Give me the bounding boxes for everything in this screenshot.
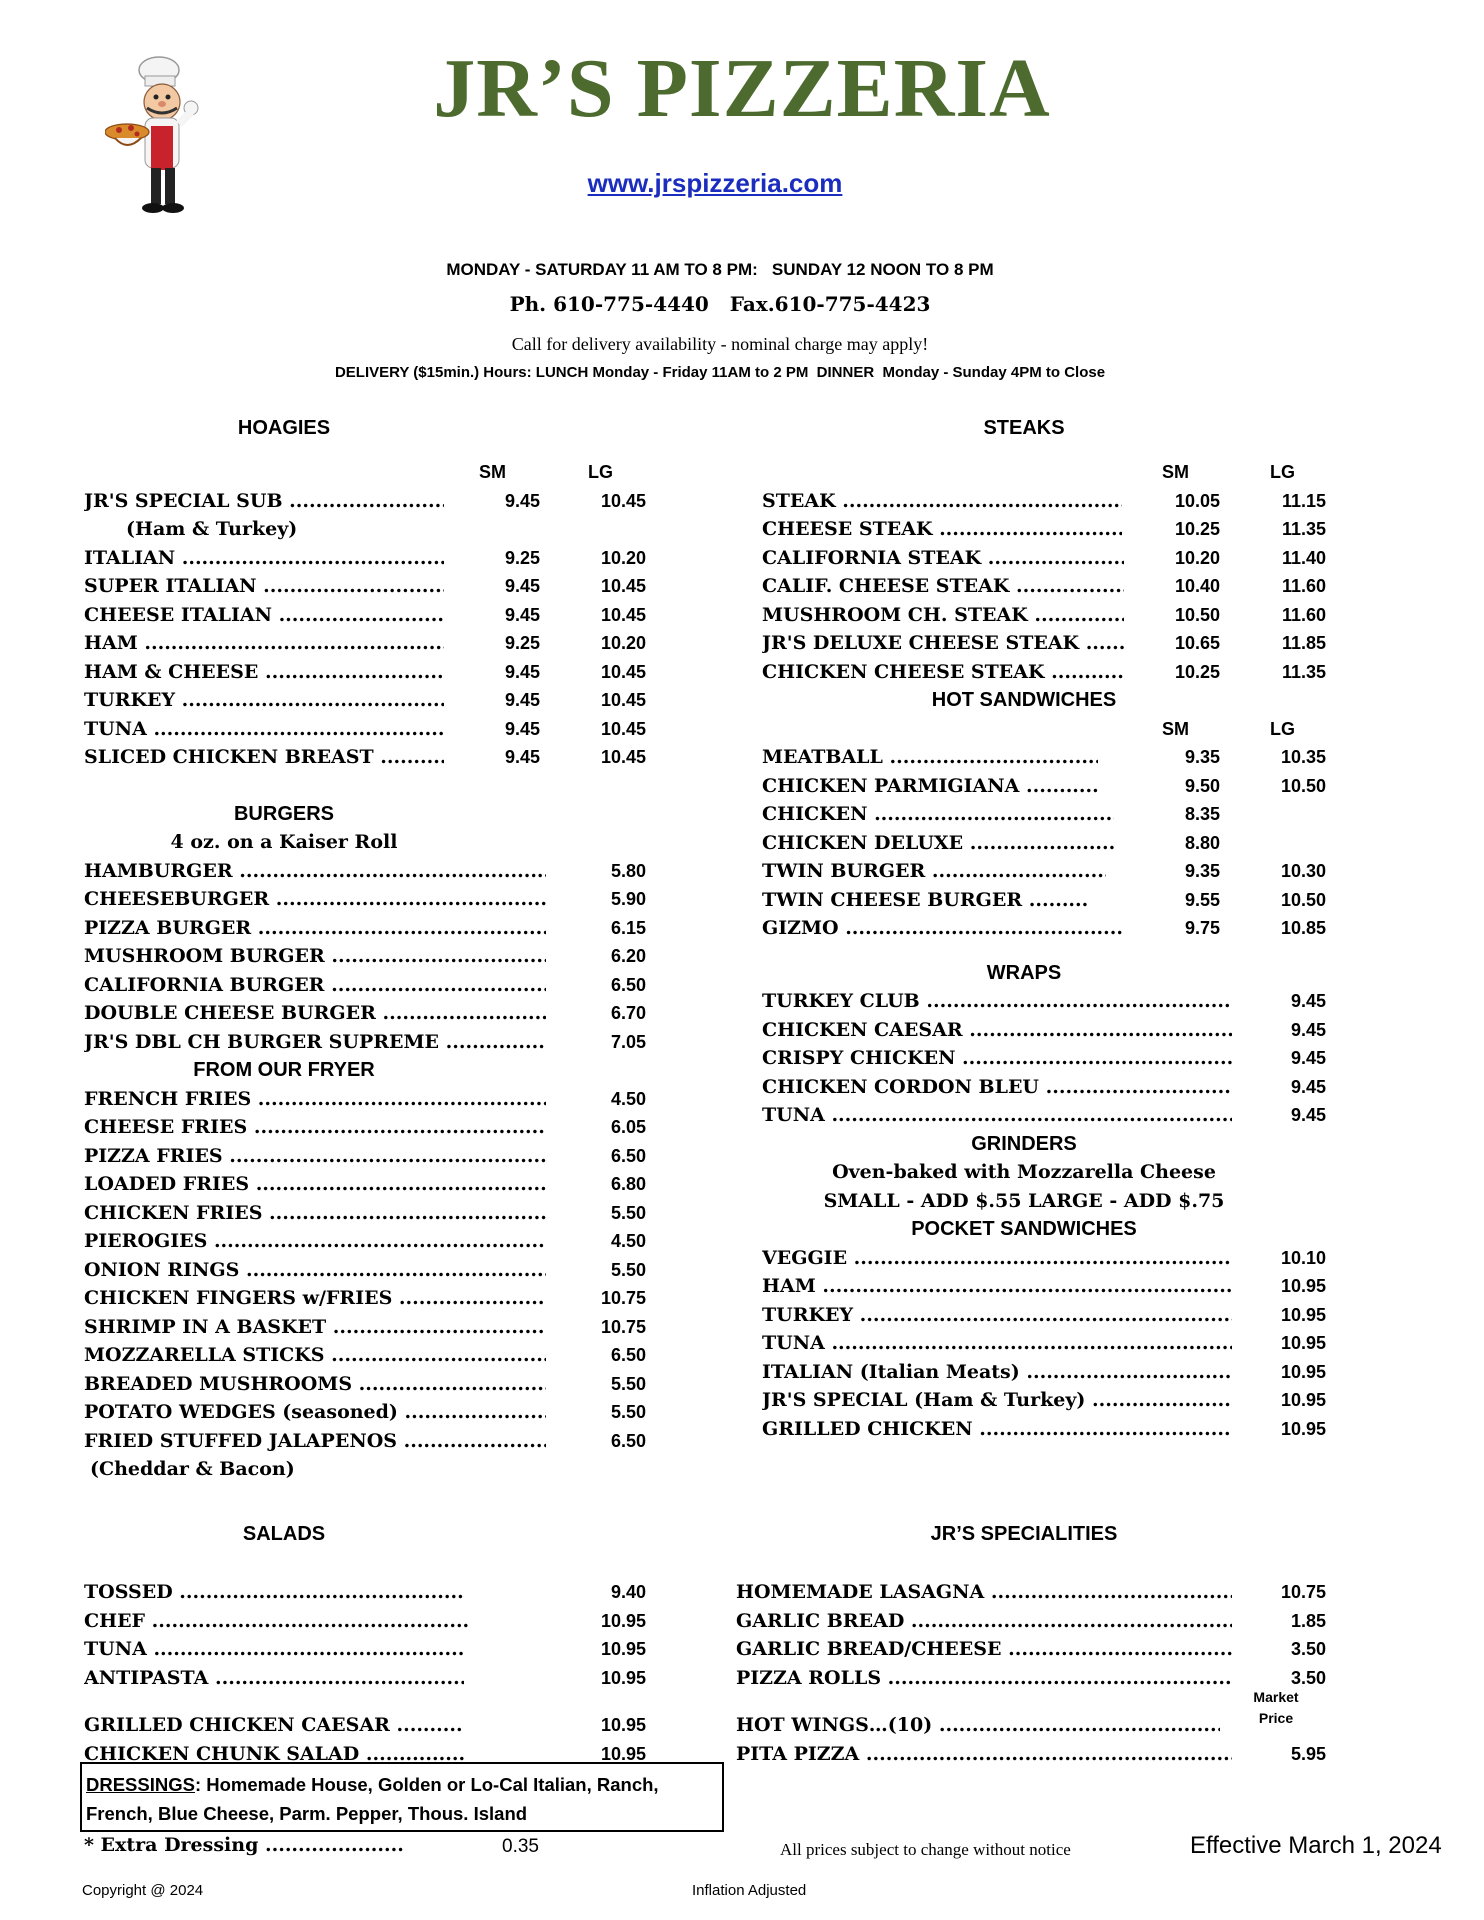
menu-item: [762, 1044, 1342, 1073]
menu-item: [736, 1635, 1336, 1664]
hoagies-col-headers: [84, 458, 644, 487]
item-price: 6.50: [610, 1145, 646, 1166]
item-name: ONION RINGS .....: [84, 1256, 546, 1285]
price-sm: 9.45: [504, 604, 540, 625]
item-price: 4.50: [610, 1088, 646, 1109]
price-sm: 9.25: [504, 633, 540, 653]
price-sm: 9.25: [504, 547, 540, 568]
price-lg: 11.15: [1281, 490, 1326, 511]
menu-item: [762, 515, 1342, 544]
menu-item: [84, 1607, 644, 1636]
item-name: TUNA .....: [84, 1635, 464, 1664]
item-name: CHICKEN DELUXE .....: [762, 829, 1114, 858]
item-price: 5.50: [610, 1402, 646, 1422]
item-name: SUPER ITALIAN .....: [84, 572, 444, 601]
item-name: CHEESE FRIES .....: [84, 1113, 546, 1142]
item-price: 6.20: [610, 946, 646, 966]
menu-item: [762, 658, 1342, 687]
item-price: 10.75: [1280, 1582, 1326, 1602]
item-price: 5.80: [610, 860, 646, 881]
item-price: 10.75: [600, 1316, 646, 1337]
menu-item: [736, 1740, 1336, 1769]
price-sm: 9.45: [504, 661, 540, 682]
item-price: 9.45: [1290, 1076, 1326, 1097]
item-price: 6.70: [610, 1003, 646, 1023]
price-lg: 10.85: [1280, 918, 1326, 938]
menu-item: [84, 1256, 644, 1285]
item-name: JR'S DBL CH BURGER SUPREME .....: [84, 1028, 546, 1057]
price-sm: 10.20: [1174, 547, 1220, 568]
item-price: 3.50: [1290, 1667, 1326, 1688]
menu-item: [84, 857, 644, 886]
steaks-title: STEAKS: [983, 417, 1065, 439]
item-name: HAMBURGER .....: [84, 857, 546, 886]
col-lg-label: LG: [1270, 718, 1295, 739]
item-name: CHEF .....: [84, 1607, 468, 1636]
menu-item: [84, 1028, 644, 1057]
menu-item: [762, 487, 1342, 516]
hot-sandwiches-title: HOT SANDWICHES: [931, 689, 1117, 711]
item-name: GARLIC BREAD .....: [736, 1607, 1232, 1636]
menu-item: [84, 885, 644, 914]
item-price: 10.95: [600, 1667, 646, 1688]
salads-title: SALADS: [242, 1523, 326, 1545]
menu-item: [84, 715, 644, 744]
menu-item: [84, 1170, 644, 1199]
item-price: 10.95: [600, 1715, 646, 1735]
item-name: DOUBLE CHEESE BURGER .....: [84, 999, 546, 1028]
menu-item: [736, 1578, 1336, 1607]
col-lg-label: LG: [1270, 462, 1295, 482]
menu-item: [84, 971, 644, 1000]
price-lg: 10.45: [600, 604, 646, 625]
price-sm: 9.45: [504, 690, 540, 710]
inflation-note: Inflation Adjusted: [692, 1882, 807, 1899]
menu-item: [762, 1329, 1342, 1358]
price-lg: 11.35: [1281, 661, 1326, 682]
menu-item: [84, 1664, 644, 1693]
price-sm: 10.65: [1174, 633, 1220, 653]
menu-item: [762, 601, 1342, 630]
item-name: CHICKEN .....: [762, 800, 1114, 829]
item-price: 10.95: [1280, 1361, 1326, 1382]
price-sm: 9.45: [504, 490, 540, 511]
item-name: CHEESE STEAK .....: [762, 515, 1122, 544]
menu-item: [84, 1635, 644, 1664]
price-sm: 9.45: [504, 718, 540, 739]
menu-item: [84, 1711, 644, 1740]
menu-item: [762, 544, 1342, 573]
menu-item: [736, 1607, 1336, 1636]
item-price: 10.75: [600, 1288, 646, 1308]
price-lg: 11.40: [1281, 547, 1326, 568]
item-price: 7.05: [610, 1031, 646, 1052]
menu-item: [762, 772, 1342, 801]
burgers-section: [84, 800, 644, 1484]
price-sm: 10.05: [1174, 490, 1220, 511]
item-name: JR'S SPECIAL SUB .....: [84, 487, 444, 516]
price-sm: 8.80: [1184, 832, 1220, 853]
item-name: CALIF. CHEESE STEAK .....: [762, 572, 1124, 601]
extra-dressing-price: 0.35: [502, 1836, 539, 1857]
item-price: 5.50: [610, 1373, 646, 1394]
item-name: CRISPY CHICKEN .....: [762, 1044, 1232, 1073]
item-price: 6.05: [610, 1117, 646, 1137]
item-name: FRIED STUFFED JALAPENOS .....: [84, 1427, 546, 1456]
price-lg: 11.60: [1281, 604, 1326, 625]
dressings-text2: French, Blue Cheese, Parm. Pepper, Thous. Island: [86, 1803, 528, 1824]
item-name: BREADED MUSHROOMS .....: [84, 1370, 546, 1399]
item-name: TURKEY CLUB .....: [762, 987, 1232, 1016]
item-name: CHICKEN PARMIGIANA .....: [762, 772, 1098, 801]
menu-item: [762, 914, 1342, 943]
price-sm: 10.40: [1174, 576, 1220, 596]
item-price: 4.50: [610, 1231, 646, 1251]
item-name: CHICKEN CAESAR .....: [762, 1016, 1232, 1045]
specialities-section: [736, 1520, 1336, 1768]
price-sm: 9.75: [1184, 918, 1220, 938]
price-lg: 11.85: [1281, 633, 1326, 653]
menu-item: [762, 1016, 1342, 1045]
item-name: PIEROGIES .....: [84, 1227, 546, 1256]
burgers-title: BURGERS: [233, 803, 334, 825]
menu-item: [762, 1272, 1342, 1301]
item-price: 5.50: [610, 1202, 646, 1223]
item-name: MEATBALL .....: [762, 743, 1098, 772]
price-lg: 10.45: [600, 576, 646, 596]
item-name: GIZMO .....: [762, 914, 1122, 943]
item-name: CHICKEN FINGERS w/FRIES .....: [84, 1284, 546, 1313]
item-name: GARLIC BREAD/CHEESE .....: [736, 1635, 1232, 1664]
item-price: 3.50: [1290, 1639, 1326, 1659]
effective-date: Effective March 1, 2024: [1190, 1832, 1442, 1859]
item-name: CHICKEN FRIES .....: [84, 1199, 546, 1228]
price-notice: All prices subject to change without notice: [780, 1840, 1071, 1859]
item-price: 6.50: [610, 1345, 646, 1365]
menu-item: [84, 1313, 644, 1342]
item-price: 5.90: [610, 889, 646, 909]
menu-item: [84, 1142, 644, 1171]
menu-item: [762, 1244, 1342, 1273]
item-name: PIZZA FRIES .....: [84, 1142, 546, 1171]
menu-item: [762, 1073, 1342, 1102]
price-lg: 10.35: [1280, 747, 1326, 767]
item-name: HAM .....: [84, 629, 444, 658]
menu-item: [84, 914, 644, 943]
item-name: ANTIPASTA .....: [84, 1664, 464, 1693]
price-lg: 11.35: [1281, 519, 1326, 539]
price-sm: 9.50: [1184, 775, 1220, 796]
item-name: CALIFORNIA BURGER .....: [84, 971, 546, 1000]
hoagies-title: HOAGIES: [237, 417, 331, 439]
menu-item: [762, 1386, 1342, 1415]
item-price: 10.95: [1280, 1418, 1326, 1439]
item-price: 6.80: [610, 1174, 646, 1194]
steaks-col-headers: [762, 458, 1342, 487]
item-name: CHEESE ITALIAN .....: [84, 601, 444, 630]
price-lg: 10.45: [600, 490, 646, 511]
menu-item: [84, 999, 644, 1028]
item-name: TWIN BURGER .....: [762, 857, 1106, 886]
menu-item: [84, 1341, 644, 1370]
menu-item: [762, 1415, 1342, 1444]
price-lg: 10.45: [600, 718, 646, 739]
item-name: VEGGIE .....: [762, 1244, 1232, 1273]
item-name: TUNA .....: [762, 1329, 1232, 1358]
item-price: 9.45: [1290, 1105, 1326, 1125]
item-name: PIZZA BURGER .....: [84, 914, 546, 943]
business-hours: MONDAY - SATURDAY 11 AM TO 8 PM: SUNDAY 12 NOON TO 8 PM: [446, 260, 994, 279]
market-price-line1: Market: [1253, 1689, 1299, 1705]
item-price: 6.50: [610, 1430, 646, 1451]
fryer-title: FROM OUR FRYER: [193, 1059, 375, 1081]
price-sm: 10.50: [1174, 604, 1220, 625]
item-price: 10.95: [1280, 1390, 1326, 1410]
item-name: HAM .....: [762, 1272, 1232, 1301]
price-sm: 9.35: [1184, 861, 1220, 881]
hot-sandwiches-col-headers: [762, 715, 1342, 744]
item-price: 10.95: [1280, 1333, 1326, 1353]
market-price-line2: Price: [1258, 1710, 1294, 1726]
item-name: CHEESEBURGER .....: [84, 885, 546, 914]
price-sm: 9.55: [1184, 889, 1220, 910]
item-note: (Ham & Turkey): [126, 518, 298, 540]
menu-item: [762, 886, 1342, 915]
item-name: SLICED CHICKEN BREAST .....: [84, 743, 444, 772]
item-name: CHICKEN CORDON BLEU .....: [762, 1073, 1232, 1102]
grinders-line1: Oven-baked with Mozzarella Cheese: [832, 1161, 1216, 1183]
item-price: 9.45: [1290, 1019, 1326, 1040]
item-price: 9.45: [1290, 1048, 1326, 1068]
menu-item: [84, 601, 644, 630]
menu-item: [762, 829, 1342, 858]
item-name: TURKEY .....: [84, 686, 444, 715]
item-name: CHICKEN CHEESE STEAK .....: [762, 658, 1124, 687]
item-price: 6.15: [610, 917, 646, 938]
specialities-title: JR’S SPECIALITIES: [930, 1523, 1118, 1545]
salads-section: [84, 1520, 644, 1768]
menu-item: [84, 629, 644, 658]
price-sm: 9.45: [504, 576, 540, 596]
menu-item: [84, 1578, 644, 1607]
website-link[interactable]: www.jrspizzeria.com: [587, 168, 843, 198]
price-lg: 10.50: [1280, 889, 1326, 910]
pocket-sandwiches-title: POCKET SANDWICHES: [911, 1218, 1137, 1240]
item-name: GRILLED CHICKEN .....: [762, 1415, 1232, 1444]
market-price: [1246, 1687, 1306, 1729]
item-name: CALIFORNIA STEAK .....: [762, 544, 1124, 573]
menu-item: [762, 800, 1342, 829]
menu-item: [762, 743, 1342, 772]
col-sm-label: SM: [1162, 462, 1189, 482]
dressings-box: [80, 1762, 724, 1832]
item-name: MUSHROOM CH. STEAK .....: [762, 601, 1124, 630]
item-price: 1.85: [1290, 1610, 1326, 1631]
price-sm: 8.35: [1184, 804, 1220, 824]
price-lg: 10.50: [1280, 775, 1326, 796]
price-sm: 9.45: [504, 747, 540, 767]
menu-item: [84, 686, 644, 715]
item-price: 5.95: [1290, 1743, 1326, 1764]
item-price: 10.95: [1280, 1276, 1326, 1296]
item-price: 10.95: [1280, 1304, 1326, 1325]
item-price: 10.10: [1280, 1247, 1326, 1268]
dressings-text1: : Homemade House, Golden or Lo-Cal Italian, Ranch,: [194, 1774, 659, 1795]
menu-item: [736, 1689, 1336, 1740]
price-sm: 10.25: [1174, 519, 1220, 539]
item-name: PITA PIZZA .....: [736, 1740, 1232, 1769]
item-name: MUSHROOM BURGER .....: [84, 942, 546, 971]
menu-item: [762, 1101, 1342, 1130]
menu-item: [84, 1370, 644, 1399]
item-price: 10.95: [600, 1743, 646, 1764]
item-name: PIZZA ROLLS .....: [736, 1664, 1232, 1693]
item-name: JR'S SPECIAL (Ham & Turkey) .....: [762, 1386, 1232, 1415]
steaks-section: [762, 414, 1342, 1443]
menu-item: [84, 1113, 644, 1142]
item-name: TURKEY .....: [762, 1301, 1232, 1330]
item-name: ITALIAN (Italian Meats) .....: [762, 1358, 1232, 1387]
menu-item: [84, 487, 644, 516]
menu-item: [84, 1199, 644, 1228]
menu-item: [84, 658, 644, 687]
item-name: HAM & CHEESE .....: [84, 658, 444, 687]
price-lg: 10.20: [600, 633, 646, 653]
grinders-line2: SMALL - ADD $.55 LARGE - ADD $.75: [823, 1189, 1225, 1212]
item-name: STEAK .....: [762, 487, 1122, 516]
dressings-label: DRESSINGS: [86, 1774, 195, 1795]
item-price: 10.95: [600, 1610, 646, 1631]
price-lg: 11.60: [1281, 576, 1326, 596]
price-sm: 9.35: [1184, 747, 1220, 767]
item-price: 9.45: [1290, 991, 1326, 1011]
menu-item: [762, 1301, 1342, 1330]
menu-item: [762, 629, 1342, 658]
item-price: 10.95: [600, 1639, 646, 1659]
menu-item: [762, 572, 1342, 601]
page-title: JR’S PIZZERIA: [433, 42, 1051, 135]
menu-item: [84, 1284, 644, 1313]
wraps-title: WRAPS: [986, 961, 1062, 984]
item-name: HOMEMADE LASAGNA .....: [736, 1578, 1232, 1607]
menu-item: [84, 1427, 644, 1456]
item-price: 5.50: [610, 1259, 646, 1280]
menu-item: [84, 1085, 644, 1114]
item-note: (Cheddar & Bacon): [90, 1458, 295, 1480]
item-name: CHICKEN CHUNK SALAD .....: [84, 1740, 464, 1769]
menu-item: [84, 1227, 644, 1256]
item-name: ITALIAN .....: [84, 544, 444, 573]
menu-item: [84, 1398, 644, 1427]
menu-item: [762, 1358, 1342, 1387]
price-lg: 10.45: [600, 747, 646, 767]
price-lg: 10.20: [600, 547, 646, 568]
item-price: 6.50: [610, 974, 646, 995]
phone-fax: Ph. 610-775-4440 Fax.610-775-4423: [509, 292, 931, 316]
col-sm-label: SM: [479, 462, 506, 482]
menu-item: [84, 942, 644, 971]
item-price: 9.40: [610, 1582, 646, 1602]
delivery-hours: DELIVERY ($15min.) Hours: LUNCH Monday - Friday 11AM to 2 PM DINNER Monday - Sunday 4PM to Close: [334, 364, 1106, 381]
item-name: TOSSED .....: [84, 1578, 464, 1607]
menu-item: [762, 857, 1342, 886]
copyright: Copyright @ 2024: [82, 1882, 204, 1899]
burgers-subtitle: 4 oz. on a Kaiser Roll: [170, 831, 398, 853]
item-name: SHRIMP IN A BASKET .....: [84, 1313, 546, 1342]
dressings-line1: [86, 1770, 718, 1799]
item-name: TWIN CHEESE BURGER .....: [762, 886, 1088, 915]
item-name: MOZZARELLA STICKS .....: [84, 1341, 546, 1370]
extra-dressing: * Extra Dressing .....................: [84, 1834, 404, 1856]
hoagies-section: [84, 414, 644, 772]
item-name: POTATO WEDGES (seasoned) .....: [84, 1398, 546, 1427]
menu-item: [84, 572, 644, 601]
price-lg: 10.45: [600, 661, 646, 682]
menu-item: [762, 987, 1342, 1016]
col-sm-label: SM: [1162, 718, 1189, 739]
menu-item: [84, 743, 644, 772]
item-name: LOADED FRIES .....: [84, 1170, 546, 1199]
delivery-note: Call for delivery availability - nominal charge may apply!: [511, 334, 929, 354]
item-name: JR'S DELUXE CHEESE STEAK .....: [762, 629, 1124, 658]
price-sm: 10.25: [1174, 661, 1220, 682]
price-lg: 10.30: [1280, 861, 1326, 881]
menu-item: [84, 544, 644, 573]
item-name: TUNA .....: [762, 1101, 1232, 1130]
col-lg-label: LG: [588, 462, 613, 482]
item-name: GRILLED CHICKEN CAESAR .....: [84, 1711, 464, 1740]
item-name: HOT WINGS…(10) .....: [736, 1711, 1220, 1740]
item-name: FRENCH FRIES .....: [84, 1085, 546, 1114]
grinders-title: GRINDERS: [971, 1132, 1077, 1155]
item-name: TUNA .....: [84, 715, 444, 744]
price-lg: 10.45: [600, 690, 646, 710]
